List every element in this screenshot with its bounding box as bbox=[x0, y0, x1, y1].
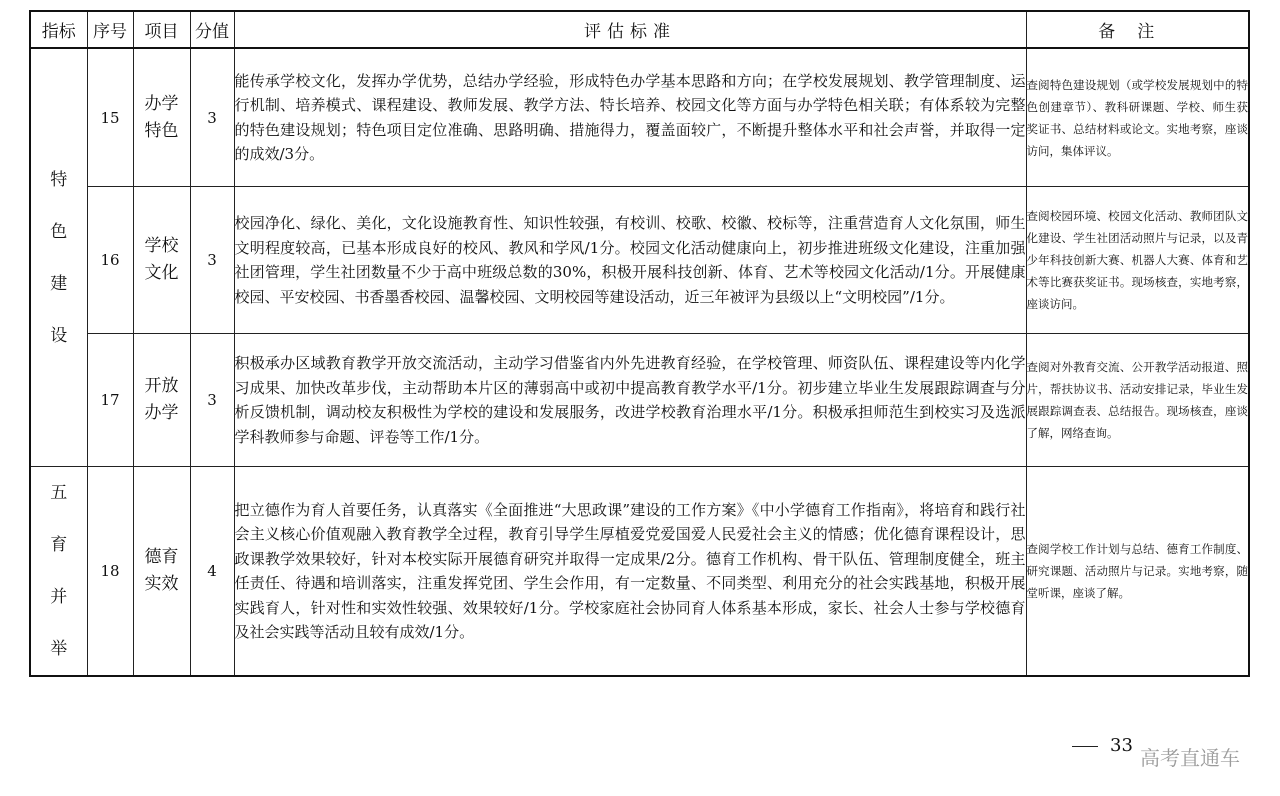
footer-dash bbox=[1072, 746, 1098, 747]
item-line: 特色 bbox=[144, 120, 179, 141]
header-indicator: 指标 bbox=[30, 11, 87, 48]
item-line: 办学 bbox=[144, 93, 179, 114]
header-item: 项目 bbox=[133, 11, 190, 48]
category-char: 特 bbox=[50, 169, 68, 190]
item-line: 办学 bbox=[144, 403, 179, 423]
category-five-education bbox=[30, 467, 87, 677]
category-char: 并 bbox=[50, 587, 68, 607]
item-line: 开放 bbox=[144, 376, 179, 396]
table-row bbox=[30, 467, 1249, 677]
item-line: 实效 bbox=[144, 574, 179, 594]
category-char: 举 bbox=[50, 639, 68, 659]
remarks-text: 查阅校园环境、校园文化活动、教师团队文化建设、学生社团活动照片与记录，以及青少年科技创新大赛、机器人大赛、体育和艺术等比赛获奖证书。现场核查，实地考察，座谈访问。 bbox=[1026, 187, 1249, 334]
criteria-text: 积极承办区域教育教学开放交流活动，主动学习借鉴省内外先进教育经验，在学校管理、师资队伍、课程建设等内化学习成果、加快改革步伐，主动帮助本片区的薄弱高中或初中提高教育教学水平/1分。初步建立毕业生发展跟踪调查与分析反馈机制，调动校友积极性为学校的建设和发展服务，改进学校教育治理水平/1分。积极承担师范生到校实习及选派学科教师参与命题、评卷等工作/1分。 bbox=[234, 334, 1026, 467]
category-feature-building bbox=[30, 48, 87, 467]
score-value: 3 bbox=[190, 334, 234, 467]
page-number: 33 bbox=[1110, 735, 1133, 756]
watermark: 高考直通车 bbox=[1140, 746, 1240, 770]
table-row bbox=[30, 187, 1249, 334]
remarks-text: 查阅对外教育交流、公开教学活动报道、照片，帮扶协议书、活动安排记录，毕业生发展跟踪调查表、总结报告。现场核查，座谈了解，网络查询。 bbox=[1026, 334, 1249, 467]
row-number: 17 bbox=[87, 334, 133, 467]
item-name bbox=[133, 467, 190, 677]
header-score: 分值 bbox=[190, 11, 234, 48]
item-line: 德育 bbox=[144, 547, 179, 567]
item-line: 学校 bbox=[144, 236, 179, 256]
remarks-text: 查阅特色建设规划（或学校发展规划中的特色创建章节）、教科研课题、学校、师生获奖证书、总结材料或论文。实地考察，座谈访问，集体评议。 bbox=[1026, 48, 1249, 187]
category-char: 建 bbox=[50, 273, 68, 294]
evaluation-table bbox=[29, 10, 1250, 677]
page-footer bbox=[1072, 735, 1133, 759]
remarks-text: 查阅学校工作计划与总结、德育工作制度、研究课题、活动照片与记录。实地考察，随堂听课，座谈了解。 bbox=[1026, 467, 1249, 677]
category-char: 设 bbox=[50, 325, 68, 346]
header-remarks: 备注 bbox=[1026, 11, 1249, 48]
criteria-text: 把立德作为育人首要任务，认真落实《全面推进“大思政课”建设的工作方案》《中小学德育工作指南》，将培育和践行社会主义核心价值观融入教育教学全过程，教育引导学生厚植爱党爱国爱人民爱社会主义的情感；优化德育课程设计，思政课教学效果较好，针对本校实际开展德育研究并取得一定成果/2分。德育工作机构、骨干队伍、管理制度健全，班主任责任、待遇和培训落实，注重发挥党团、学生会作用，有一定数量、不同类型、利用充分的社会实践基地，积极开展实践育人，针对性和实效性较强、效果较好/1分。学校家庭社会协同育人体系基本形成，家长、社会人士参与学校德育及社会实践等活动且较有成效/1分。 bbox=[234, 467, 1026, 677]
score-value: 4 bbox=[190, 467, 234, 677]
item-line: 文化 bbox=[144, 263, 179, 283]
table-row bbox=[30, 334, 1249, 467]
score-value: 3 bbox=[190, 48, 234, 187]
table-row bbox=[30, 48, 1249, 187]
row-number: 15 bbox=[87, 48, 133, 187]
row-number: 18 bbox=[87, 467, 133, 677]
header-criteria: 评估标准 bbox=[234, 11, 1026, 48]
criteria-text: 校园净化、绿化、美化，文化设施教育性、知识性较强，有校训、校歌、校徽、校标等，注重营造育人文化氛围，师生文明程度较高，已基本形成良好的校风、教风和学风/1分。校园文化活动健康向上，初步推进班级文化建设，注重加强社团管理，学生社团数量不少于高中班级总数的30%，积极开展科技创新、体育、艺术等校园文化活动/1分。开展健康校园、平安校园、书香墨香校园、温馨校园、文明校园等建设活动，近三年被评为县级以上“文明校园”/1分。 bbox=[234, 187, 1026, 334]
item-name bbox=[133, 187, 190, 334]
category-char: 育 bbox=[50, 535, 68, 555]
item-name bbox=[133, 334, 190, 467]
category-char: 五 bbox=[50, 483, 68, 503]
header-number: 序号 bbox=[87, 11, 133, 48]
row-number: 16 bbox=[87, 187, 133, 334]
table-header-row bbox=[30, 11, 1249, 48]
score-value: 3 bbox=[190, 187, 234, 334]
category-char: 色 bbox=[50, 221, 68, 242]
item-name bbox=[133, 48, 190, 187]
criteria-text: 能传承学校文化，发挥办学优势，总结办学经验，形成特色办学基本思路和方向；在学校发展规划、教学管理制度、运行机制、培养模式、课程建设、教师发展、教学方法、特长培养、校园文化等方面与办学特色相关联；有体系较为完整的特色建设规划；特色项目定位准确、思路明确、措施得力，覆盖面较广，不断提升整体水平和社会声誉，并取得一定的成效/3分。 bbox=[234, 48, 1026, 187]
